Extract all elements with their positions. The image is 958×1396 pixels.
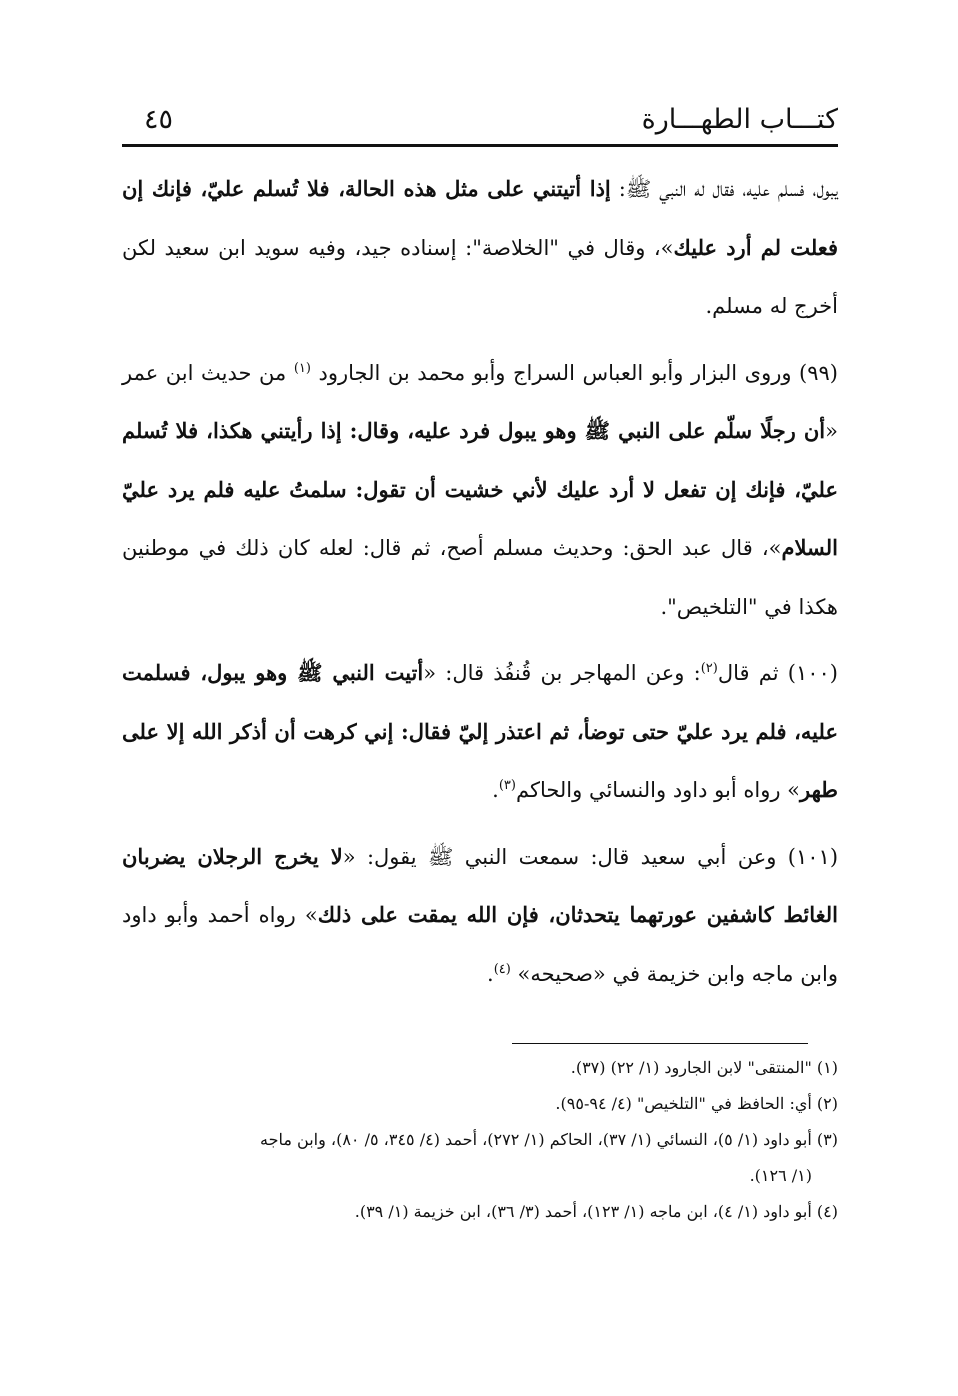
text-run: (١٠١) وعن أبي سعيد قال: سمعت النبي ﷺ يقول: « [342,844,839,869]
hadith-text: لا يخرج الرجلان يضربان الغائط كاشفين عورتهما يتحدثان، فإن الله يمقت على ذلك [122,843,839,927]
text-run: »، وقال في "الخلاصة": إسناده جيد، وفيه سويد ابن سعيد لكن أخرج له مسلم. [122,235,838,318]
text-run: » رواه أبو داود والنسائي والحاكم [515,778,801,802]
hadith-text: أن رجلًا سلّم على النبي ﷺ وهو يبول فرد عليه، وقال: إذا رأيتني هكذا، فلا تُسلم عليّ، فإنك إن تفعل لا أرد عليك لأني خشيت أن تقول: سلمتُ عليه فلم يرد عليّ السلام [122,418,838,560]
text-run: » رواه أحمد وأبو داود وابن ماجه وابن خزيمة في «صحيحه» [122,903,838,986]
footnote: (٢) أي: الحافظ في "التلخيص" (٤/ ٩٤-٩٥). [555,1094,838,1113]
footnote-marker: (١) [293,360,311,376]
running-header-title: كتـــاب الطهـــارة [641,104,838,135]
header-rule [122,144,838,147]
hadith-text: أتيت النبي ﷺ وهو يبول، فسلمت عليه، فلم يرد عليّ حتى توضأ، ثم اعتذر إليّ فقال: إني كرهت أن أذكر الله إلا على طهر [122,660,838,802]
text-run: (٩٩) وروى البزار وأبو العباس السراج وأبو محمد بن الجارود [310,360,838,385]
footnote: (٣) أبو داود (١/ ٥)، النسائي (١/ ٣٧)، الحاكم (١/ ٢٧٢)، أحمد (٤/ ٣٤٥، ٥/ ٨٠)، وابن ماجه [260,1130,838,1149]
text-run: : وعن المهاجر بن قُنفُذ قال: « [423,661,701,685]
text-run: يبول، فسلم عليه، فقال له النبي ﷺ: [610,177,838,201]
body-text [122,160,838,1003]
paragraph [122,160,838,336]
footnote-marker: (٢) [700,661,718,676]
footnote: (١) "المنتقى" لابن الجارود (١/ ٢٢) (٣٧). [570,1058,838,1077]
text-run: من حديث ابن عمر « [122,360,838,443]
footnote-continuation: (١/ ١٢٦). [749,1166,812,1185]
paragraph [122,644,838,820]
text-run: »، قال عبد الحق: وحديث مسلم أصح، ثم قال: لعله كان ذلك في موطنين هكذا في "التلخيص". [122,536,838,619]
paragraph [122,344,838,637]
footnote-marker: (٤) [493,961,511,977]
hadith-text: إذا أتيتني على مثل هذه الحالة، فلا تُسلم عليّ، فإنك إن فعلت لم أرد عليك [122,176,838,260]
page-number: ٤٥ [144,104,174,135]
footnote-marker: (٣) [498,778,516,793]
text-run: . [492,778,499,802]
footnotes [122,1050,838,1230]
text-run: . [487,961,494,986]
footnote-separator [512,1043,808,1044]
text-run: (١٠٠) ثم قال [717,661,838,685]
running-header [122,100,838,144]
paragraph [122,828,838,1004]
footnote: (٤) أبو داود (١/ ٤)، ابن ماجه (١/ ١٢٣)، أحمد (٣/ ٣٦)، ابن خزيمة (١/ ٣٩). [354,1202,838,1221]
